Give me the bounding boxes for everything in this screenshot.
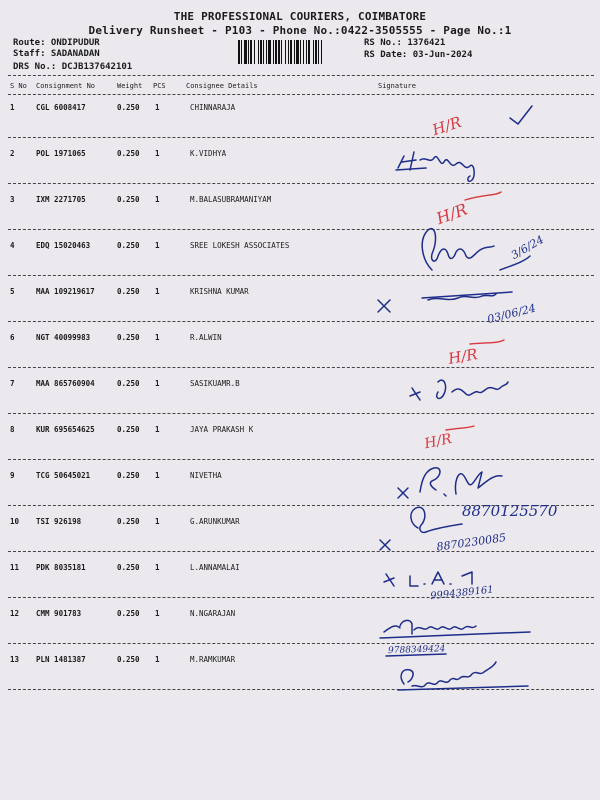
handwritten-phone: 9994389161 [429,584,495,603]
hir-mark: H/R [430,112,464,140]
consignee-name: M.RAMKUMAR [190,655,236,664]
row-sno: 6 [10,333,15,342]
weight-value: 0.250 [117,471,140,480]
weight-value: 0.250 [117,287,140,296]
consignee-name: CHINNARAJA [190,103,236,112]
row-sno: 4 [10,241,15,250]
consignee-name: N.NGARAJAN [190,609,236,618]
consignee-name: NIVETHA [190,471,222,480]
company-title: THE PROFESSIONAL COURIERS, COIMBATORE [173,10,427,23]
row-sno: 12 [10,609,20,618]
row-sno: 9 [10,471,15,480]
consignment-number: NGT 40099983 [36,333,91,342]
consignee-name: JAYA PRAKASH K [190,425,254,434]
consignment-number: POL 1971065 [36,149,86,158]
weight-value: 0.250 [117,241,140,250]
row-sno: 7 [10,379,15,388]
signature-row-13 [398,662,528,690]
consignment-number: PDK 8035181 [36,563,86,572]
row-sno: 13 [10,655,20,664]
handwritten-phone: 8870230085 [435,531,507,554]
weight-value: 0.250 [117,149,140,158]
row-sno: 11 [10,563,20,572]
signature-row-4 [422,229,546,270]
weight-value: 0.250 [117,609,140,618]
pcs-value: 1 [155,333,160,342]
pcs-value: 1 [155,471,160,480]
signature-row-2 [396,152,474,181]
consignment-number: IXM 2271705 [36,195,86,204]
col-header-weight: Weight [117,82,143,90]
consignee-name: K.VIDHYA [190,149,227,158]
handwritten-date: 03/06/24 [485,301,538,327]
consignee-name: G.ARUNKUMAR [190,517,240,526]
pcs-value: 1 [155,195,160,204]
weight-value: 0.250 [117,379,140,388]
consignment-number: EDQ 15020463 [36,241,91,250]
pcs-value: 1 [155,149,160,158]
consignment-number: KUR 695654625 [36,425,95,434]
consignee-name: M.BALASUBRAMANIYAM [190,195,272,204]
handwritten-phone: 8870125570 [462,502,558,520]
row-sno: 1 [10,103,15,112]
consignment-number: MAA 865760904 [36,379,95,388]
weight-value: 0.250 [117,563,140,572]
signature-row-5 [378,292,537,326]
signature-row-6 [446,340,504,368]
consignee-name: SASIKUAMR.B [190,379,240,388]
signature-row-7 [410,380,508,400]
consignee-name: R.ALWIN [190,333,222,342]
weight-value: 0.250 [117,655,140,664]
signature-row-1 [429,106,532,139]
runsheet-subtitle: Delivery Runsheet - P103 - Phone No.:0422-3505555 - Page No.:1 [88,24,512,37]
handwritten-phone: 9788349424 [387,644,446,657]
drs-number: DRS No.: DCJB137642101 [13,62,133,72]
signature-row-8 [422,426,474,452]
pcs-value: 1 [155,287,160,296]
rs-date: RS Date: 03-Jun-2024 [364,50,473,60]
signature-row-9 [398,468,558,520]
row-sno: 2 [10,149,15,158]
row-sno: 8 [10,425,15,434]
col-header-consignee: Consignee Details [186,82,258,90]
consignment-number: MAA 109219617 [36,287,95,296]
pcs-value: 1 [155,379,160,388]
pcs-value: 1 [155,103,160,112]
hir-mark: H/R [446,345,479,368]
row-sno: 10 [10,517,20,526]
pcs-value: 1 [155,563,160,572]
hir-mark: H/R [423,430,454,453]
consignee-name: SREE LOKESH ASSOCIATES [190,241,290,250]
weight-value: 0.250 [117,425,140,434]
consignee-name: L.ANNAMALAI [190,563,240,572]
handwritten-date: 3/6/24 [508,232,547,262]
consignment-number: TSI 926198 [36,517,82,526]
weight-value: 0.250 [117,195,140,204]
pcs-value: 1 [155,655,160,664]
consignment-number: CMM 901783 [36,609,82,618]
weight-value: 0.250 [117,333,140,342]
col-header-sno: S No [10,82,27,90]
col-header-pcs: PCS [153,82,166,90]
pcs-value: 1 [155,425,160,434]
weight-value: 0.250 [117,517,140,526]
staff-label: Staff: SADANADAN [13,49,100,59]
route-label: Route: ONDIPUDUR [13,38,100,48]
signature-row-3 [433,192,501,229]
pcs-value: 1 [155,241,160,250]
row-sno: 3 [10,195,15,204]
consignment-number: CGL 6008417 [36,103,86,112]
hir-mark: H/R [433,199,470,229]
pcs-value: 1 [155,517,160,526]
tick-mark [510,106,532,124]
signature-row-12 [380,620,530,656]
signature-row-11 [384,572,494,602]
consignee-name: KRISHNA KUMAR [190,287,249,296]
row-sno: 5 [10,287,15,296]
consignment-number: PLN 1481387 [36,655,86,664]
consignment-number: TCG 50645021 [36,471,91,480]
col-header-signature: Signature [378,82,416,90]
rs-number: RS No.: 1376421 [364,38,446,48]
pcs-value: 1 [155,609,160,618]
weight-value: 0.250 [117,103,140,112]
col-header-consignment: Consignment No [36,82,96,90]
